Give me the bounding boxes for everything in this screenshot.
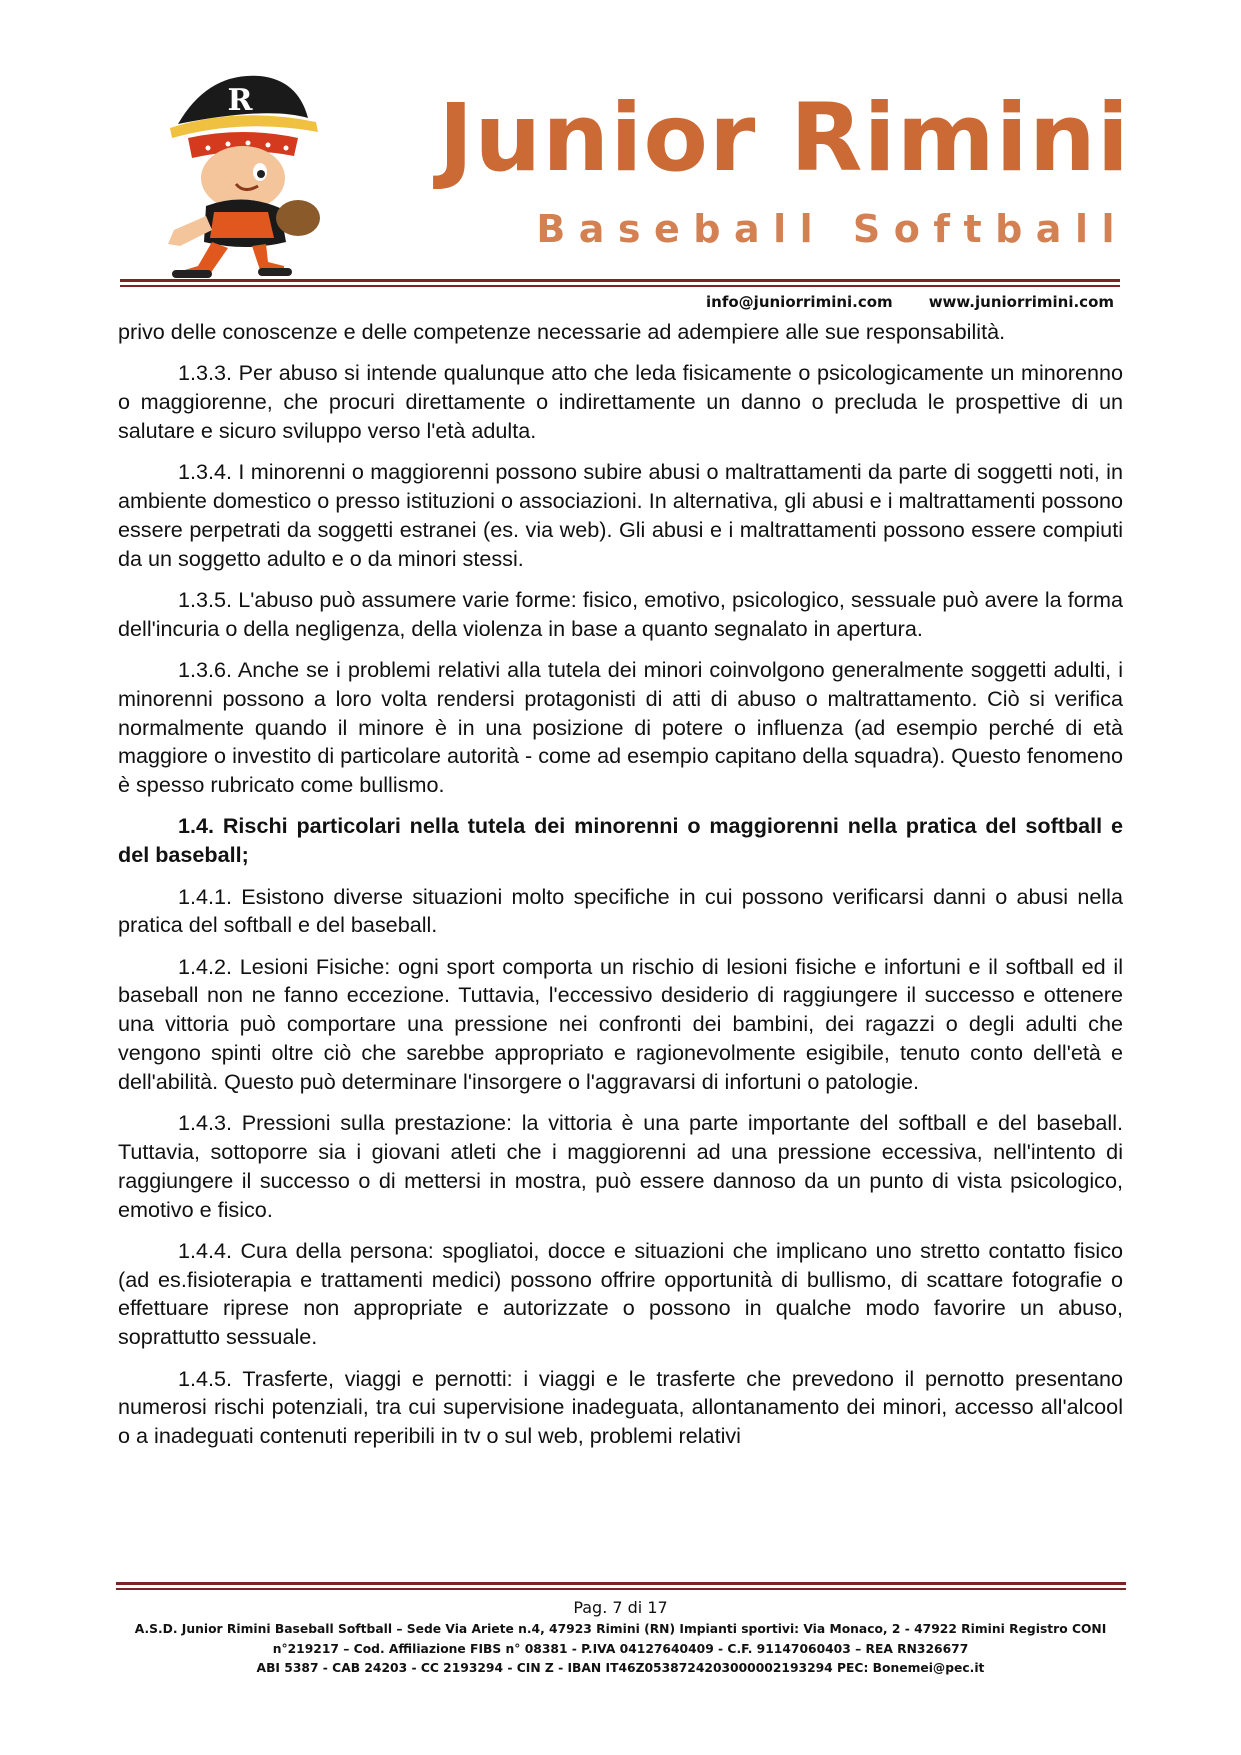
paragraph-1-4-1: 1.4.1. Esistono diverse situazioni molto specifiche in cui possono verificarsi danni o abusi nella pratica del softball e del baseball. [118, 883, 1123, 938]
page-footer [0, 1596, 1241, 1679]
website-link[interactable]: www.juniorrimini.com [928, 293, 1114, 311]
brand-subtitle: Baseball Softball [536, 207, 1128, 251]
paragraph-1-4-4: 1.4.4. Cura della persona: spogliatoi, docce e situazioni che implicano uno stretto contatto fisico (ad es.fisioterapia e trattamenti medici) possono offrire opportunità di bullismo, di scattare fotografie o effettuare riprese non appropriate e autorizzate o possono in qualche modo favorire un abuso, soprattutto sessuale. [118, 1237, 1123, 1350]
legal-info-line-3: ABI 5387 - CAB 24203 - CC 2193294 - CIN Z - IBAN IT46Z0538724203000002193294 PEC: Bonemei@pec.it [256, 1661, 985, 1675]
legal-info-line-2: n°219217 – Cod. Affiliazione FIBS n° 08381 - P.IVA 04127640409 - C.F. 91147060403 – REA RN326677 [272, 1641, 969, 1656]
hat-letter: R [227, 83, 253, 118]
paragraph-1-3-3: 1.3.3. Per abuso si intende qualunque atto che leda fisicamente o psicologicamente un minorenno o maggiorenne, che procuri direttamente o indirettamente un danno o precluda le prospettive di un salutare e sicuro sviluppo verso l'età adulta. [118, 360, 1123, 443]
brand-title: Junior Rimini [438, 84, 1130, 193]
section-heading-1-4: 1.4. Rischi particolari nella tutela dei minorenni o maggiorenni nella pratica del softball e del baseball; [118, 813, 1123, 868]
letterhead [0, 0, 1241, 318]
paragraph-1-4-2: 1.4.2. Lesioni Fisiche: ogni sport comporta un rischio di lesioni fisiche e infortuni e il softball ed il baseball non ne fanno eccezione. Tuttavia, l'eccessivo desiderio di raggiungere il successo e ottenere una vittoria può comportare una pressione nei confronti dei bambini, dei ragazzi o degli adulti che vengono spinti oltre ciò che sarebbe appropriato e ragionevolmente esigibile, tenuto conto dell'età e dell'abilità. Questo può determinare l'insorgere o l'aggravarsi di infortuni o patologie. [118, 953, 1123, 1094]
email-link[interactable]: info@juniorrimini.com [706, 293, 893, 311]
contact-line [0, 293, 1114, 311]
paragraph-1-3-4: 1.3.4. I minorenni o maggiorenni possono subire abusi o maltrattamenti da parte di soggetti noti, in ambiente domestico o presso istituzioni o associazioni. In alternativa, gli abusi e i maltrattamenti possono essere perpetrati da soggetti estranei (es. via web). Gli abusi e i maltrattamenti possono essere compiuti da un soggetto adulto e o da minori stessi. [118, 459, 1123, 571]
legal-info-line-1: A.S.D. Junior Rimini Baseball Softball – Sede Via Ariete n.4, 47923 Rimini (RN) Impianti sportivi: Via Monaco, 2 - 47922 Rimini Registro CONI [134, 1622, 1107, 1636]
header-rule [120, 279, 1120, 282]
paragraph-1-4-5: 1.4.5. Trasferte, viaggi e pernotti: i viaggi e le trasferte che prevedono il pernotto presentano numerosi rischi potenziali, tra cui supervisione inadeguata, allontanamento dei minori, accesso all'alcool o a inadeguati contenuti reperibili in tv o sul web, problemi relativi [118, 1365, 1123, 1449]
page-number: Pag. 7 di 17 [573, 1598, 668, 1617]
pirate-mascot-logo [148, 66, 326, 280]
paragraph-1-3-5: 1.3.5. L'abuso può assumere varie forme: fisico, emotivo, psicologico, sessuale può avere la forma dell'incuria o della negligenza, della violenza in base a quanto segnalato in apertura. [118, 586, 1123, 641]
footer-rule [116, 1582, 1126, 1585]
header-rule-thin [120, 285, 1120, 287]
footer-rule-thin [116, 1588, 1126, 1590]
paragraph: privo delle conoscenze e delle competenze necessarie ad adempiere alle sue responsabilità. [118, 319, 1006, 344]
paragraph-1-4-3: 1.4.3. Pressioni sulla prestazione: la vittoria è una parte importante del softball e del baseball. Tuttavia, sottoporre sia i giovani atleti che i maggiorenni ad una pressione eccessiva, nell'intento di raggiungere il successo o di mettersi in mostra, può essere dannoso da un punto di vista psicologico, emotivo e fisico. [118, 1110, 1123, 1222]
document-body [118, 318, 1123, 1463]
paragraph-1-3-6: 1.3.6. Anche se i problemi relativi alla tutela dei minori coinvolgono generalmente soggetti adulti, i minorenni possono a loro volta rendersi protagonisti di atti di abuso o maltrattamento. Ciò si verifica normalmente quando il minore è in una posizione di potere o influenza (ad esempio perché di età maggiore o investito di particolare autorità - come ad esempio capitano della squadra). Questo fenomeno è spesso rubricato come bullismo. [118, 656, 1123, 798]
